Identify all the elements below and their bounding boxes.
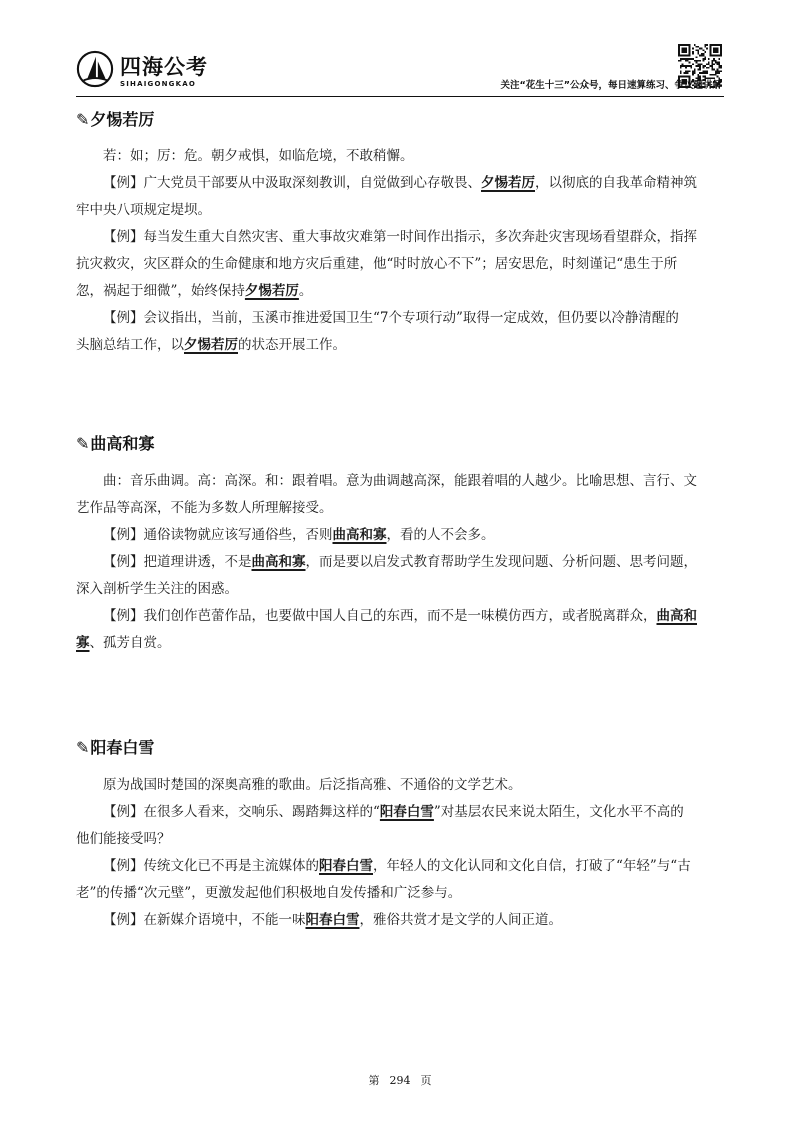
body-text: 【例】每当发生重大自然灾害、重大事故灾难第一时间作出指示，多次奔赴灾害现场看望群众，指挥 — [103, 229, 697, 245]
body-text: 忽，祸起于细微”，始终保持 — [76, 283, 245, 299]
highlighted-idiom: 阳春白雪 — [319, 858, 373, 874]
body-line — [76, 522, 724, 549]
idiom-entry — [76, 432, 724, 657]
body-line — [76, 332, 724, 359]
idiom-entry — [76, 108, 724, 359]
highlighted-idiom: 夕惕若厉 — [244, 283, 299, 299]
logo-chinese-name: 四海公考 — [120, 55, 208, 79]
body-line — [76, 772, 724, 799]
highlighted-idiom: 寡 — [76, 635, 90, 651]
body-text: ，以彻底的自我革命精神筑 — [535, 175, 697, 191]
body-line — [76, 224, 724, 251]
body-text: 曲：音乐曲调。高：高深。和：跟着唱。意为曲调越高深，能跟着唱的人越少。比喻思想、言行、文 — [103, 473, 697, 489]
body-text: 老”的传播“次元壁”，更激发起他们积极地自发传播和广泛参与。 — [76, 885, 462, 901]
body-text: 【例】把道理讲透，不是 — [103, 554, 252, 570]
idiom-body — [76, 143, 724, 359]
body-text: 头脑总结工作，以 — [76, 337, 184, 353]
body-line — [76, 880, 724, 907]
body-line — [76, 853, 724, 880]
logo-english-name: SIHAIGONGKAO — [120, 80, 197, 88]
sail-logo-icon — [76, 50, 114, 88]
body-line — [76, 826, 724, 853]
body-line — [76, 278, 724, 305]
body-text: 若：如；厉：危。朝夕戒惧，如临危境，不敢稍懈。 — [103, 148, 414, 164]
body-line — [76, 603, 724, 630]
page-prefix: 第 — [368, 1074, 380, 1087]
body-line — [76, 170, 724, 197]
body-line — [76, 907, 724, 934]
highlighted-idiom: 夕惕若厉 — [481, 175, 535, 191]
body-line — [76, 549, 724, 576]
idiom-title-text: 曲高和寡 — [90, 434, 155, 453]
body-text: 的状态开展工作。 — [238, 337, 346, 353]
body-text: 【例】通俗读物就应该写通俗些，否则 — [103, 527, 333, 543]
body-text: 【例】传统文化已不再是主流媒体的 — [103, 858, 319, 874]
body-line — [76, 576, 724, 603]
body-line — [76, 468, 724, 495]
highlighted-idiom: 曲高和 — [656, 608, 697, 624]
body-text: 【例】我们创作芭蕾作品，也要做中国人自己的东西，而不是一味模仿西方，或者脱离群众， — [103, 608, 657, 624]
body-text: 原为战国时楚国的深奥高雅的歌曲。后泛指高雅、不通俗的文学艺术。 — [103, 777, 522, 793]
header-slogan: 关注“花生十三”公众号，每日速算练习、争议题讲解 — [500, 80, 722, 91]
highlighted-idiom: 阳春白雪 — [305, 912, 360, 928]
body-text: 艺作品等高深，不能为多数人所理解接受。 — [76, 500, 333, 516]
body-text: ”对基层农民来说太陌生，文化水平不高的 — [433, 804, 684, 820]
body-text: 抗灾救灾，灾区群众的生命健康和地方灾后重建，他“时时放心不下”；居安思危，时刻谨记“患生于所 — [76, 256, 678, 272]
idiom-entry — [76, 736, 724, 934]
highlighted-idiom: 阳春白雪 — [379, 804, 434, 820]
body-line — [76, 495, 724, 522]
pencil-icon: ✎ — [76, 434, 90, 453]
pencil-icon: ✎ — [76, 110, 90, 129]
highlighted-idiom: 曲高和寡 — [332, 527, 387, 543]
body-text: 【例】在新媒介语境中，不能一味 — [103, 912, 306, 928]
page-number: 294 — [389, 1074, 411, 1087]
body-text: 。 — [298, 283, 313, 299]
idiom-title — [76, 432, 724, 456]
body-text: 【例】广大党员干部要从中汲取深刻教训，自觉做到心存敬畏、 — [103, 175, 481, 191]
body-line — [76, 251, 724, 278]
body-line — [76, 799, 724, 826]
body-line — [76, 305, 724, 332]
idiom-title — [76, 736, 724, 760]
pencil-icon: ✎ — [76, 738, 90, 757]
body-line — [76, 630, 724, 657]
body-text: ，而是要以启发式教育帮助学生发现问题、分析问题、思考问题， — [305, 554, 697, 570]
brand-logo — [76, 50, 226, 98]
body-text: ，雅俗共赏才是文学的人间正道。 — [359, 912, 562, 928]
body-text: 他们能接受吗？ — [76, 831, 171, 847]
page-footer — [0, 1072, 800, 1088]
highlighted-idiom: 曲高和寡 — [251, 554, 306, 570]
highlighted-idiom: 夕惕若厉 — [184, 337, 238, 353]
page-suffix: 页 — [420, 1074, 432, 1087]
idiom-body — [76, 468, 724, 657]
idiom-title-text: 夕惕若厉 — [90, 110, 155, 129]
body-text: 牢中央八项规定堤坝。 — [76, 202, 211, 218]
idiom-body — [76, 772, 724, 934]
body-line — [76, 197, 724, 224]
body-line — [76, 143, 724, 170]
idiom-title-text: 阳春白雪 — [90, 738, 155, 757]
body-text: 【例】会议指出，当前，玉溪市推进爱国卫生“7个专项行动”取得一定成效，但仍要以冷静清醒的 — [103, 310, 679, 326]
body-text: ，年轻人的文化认同和文化自信，打破了“年轻”与“古 — [373, 858, 691, 874]
header-divider — [76, 96, 724, 97]
page-header — [0, 0, 800, 105]
idiom-title — [76, 108, 724, 132]
body-text: ，看的人不会多。 — [386, 527, 495, 543]
body-text: 【例】在很多人看来，交响乐、踢踏舞这样的“ — [103, 804, 380, 820]
body-text: 深入剖析学生关注的困惑。 — [76, 581, 238, 597]
body-text: 、孤芳自赏。 — [89, 635, 171, 651]
